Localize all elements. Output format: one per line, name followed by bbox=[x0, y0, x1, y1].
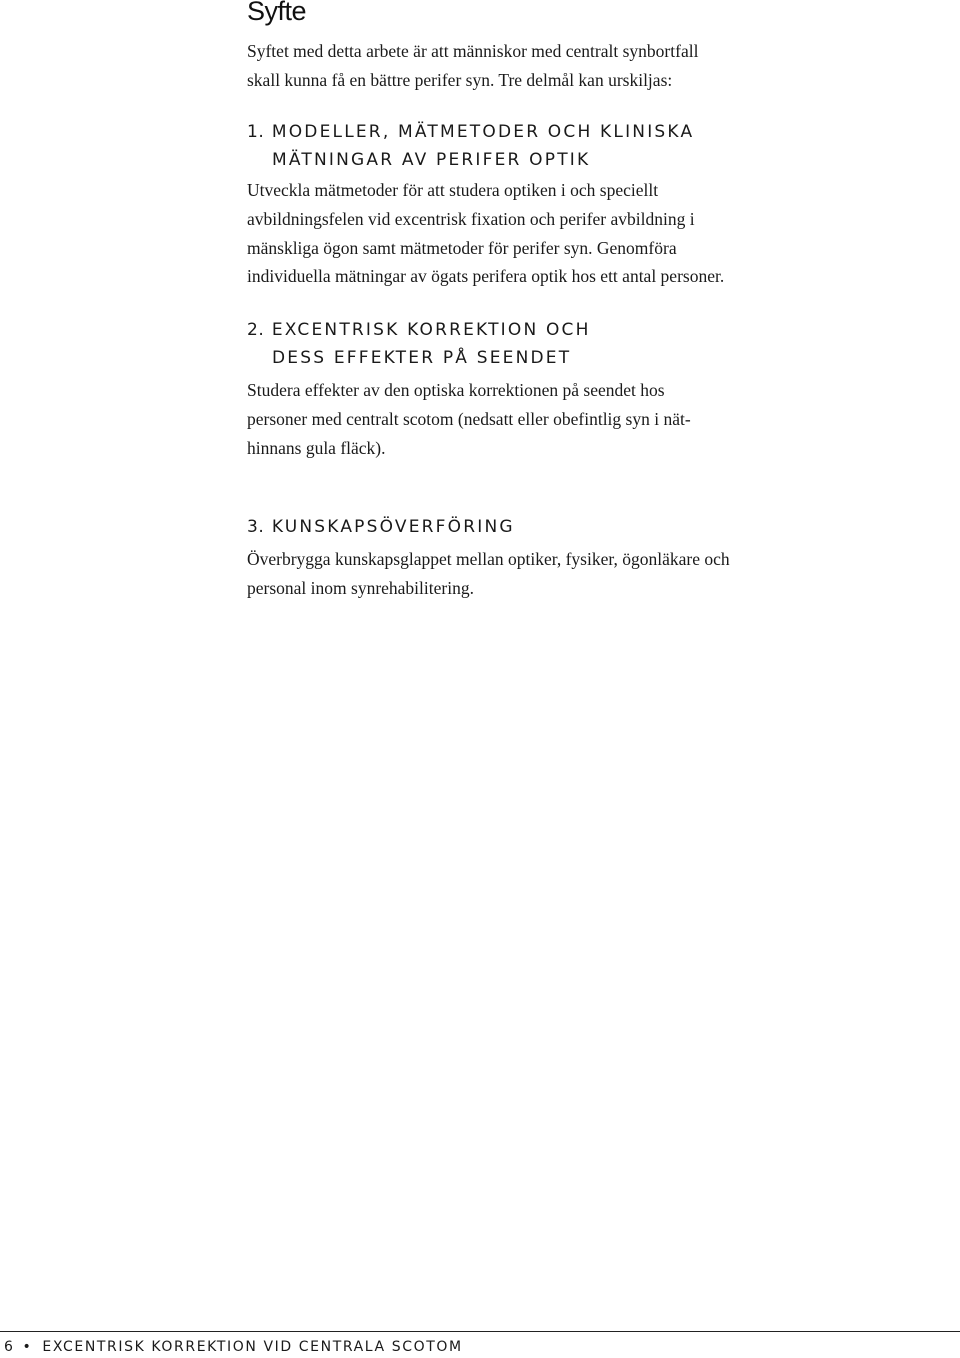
body-line: personer med centralt scotom (nedsatt eller obefintlig syn i nät- bbox=[247, 408, 691, 429]
body-line: Studera effekter av den optiska korrektionen på seendet hos bbox=[247, 380, 665, 400]
section-1-body bbox=[247, 176, 807, 291]
body-line: personal inom synrehabilitering. bbox=[247, 577, 474, 598]
page-number: 6 bbox=[4, 1339, 15, 1355]
intro-paragraph bbox=[247, 37, 807, 95]
body-line: individuella mätningar av ögats perifera optik hos ett antal personer. bbox=[247, 266, 725, 287]
body-line: hinnans gula fläck). bbox=[247, 437, 386, 458]
section-heading-line: MÄTNINGAR AV PERIFER OPTIK bbox=[272, 150, 591, 170]
section-heading-line: EXCENTRISK KORREKTION OCH bbox=[271, 320, 591, 340]
page-title: Syfte bbox=[247, 0, 307, 26]
section-1-heading bbox=[247, 118, 694, 174]
section-2-body bbox=[247, 376, 807, 462]
footer-divider bbox=[0, 1331, 960, 1332]
section-heading-line: DESS EFFEKTER PÅ SEENDET bbox=[272, 348, 572, 368]
body-line: mänskliga ögon samt mätmetoder för perifer syn. Genomföra bbox=[247, 237, 677, 258]
section-2-heading bbox=[247, 316, 591, 372]
body-line: avbildningsfelen vid excentrisk fixation och perifer avbildning i bbox=[247, 208, 695, 229]
section-heading-line: KUNSKAPSÖVERFÖRING bbox=[271, 517, 515, 537]
page-footer bbox=[4, 1339, 463, 1355]
section-heading-line: MODELLER, MÄTMETODER OCH KLINISKA bbox=[271, 122, 695, 142]
section-3-heading bbox=[247, 513, 515, 541]
running-title: EXCENTRISK KORREKTION VID CENTRALA SCOTOM bbox=[42, 1339, 463, 1355]
section-number: 1. bbox=[247, 122, 265, 142]
body-line: Överbrygga kunskapsglappet mellan optiker, fysiker, ögonläkare och bbox=[247, 549, 730, 569]
section-number: 2. bbox=[247, 320, 265, 340]
body-line: Utveckla mätmetoder för att studera optiken i och speciellt bbox=[247, 180, 659, 200]
intro-line: skall kunna få en bättre perifer syn. Tre delmål kan urskiljas: bbox=[247, 69, 673, 90]
section-number: 3. bbox=[247, 517, 265, 537]
section-3-body bbox=[247, 545, 807, 603]
intro-line: Syftet med detta arbete är att människor med centralt synbortfall bbox=[247, 41, 699, 61]
footer-bullet: • bbox=[22, 1339, 33, 1355]
